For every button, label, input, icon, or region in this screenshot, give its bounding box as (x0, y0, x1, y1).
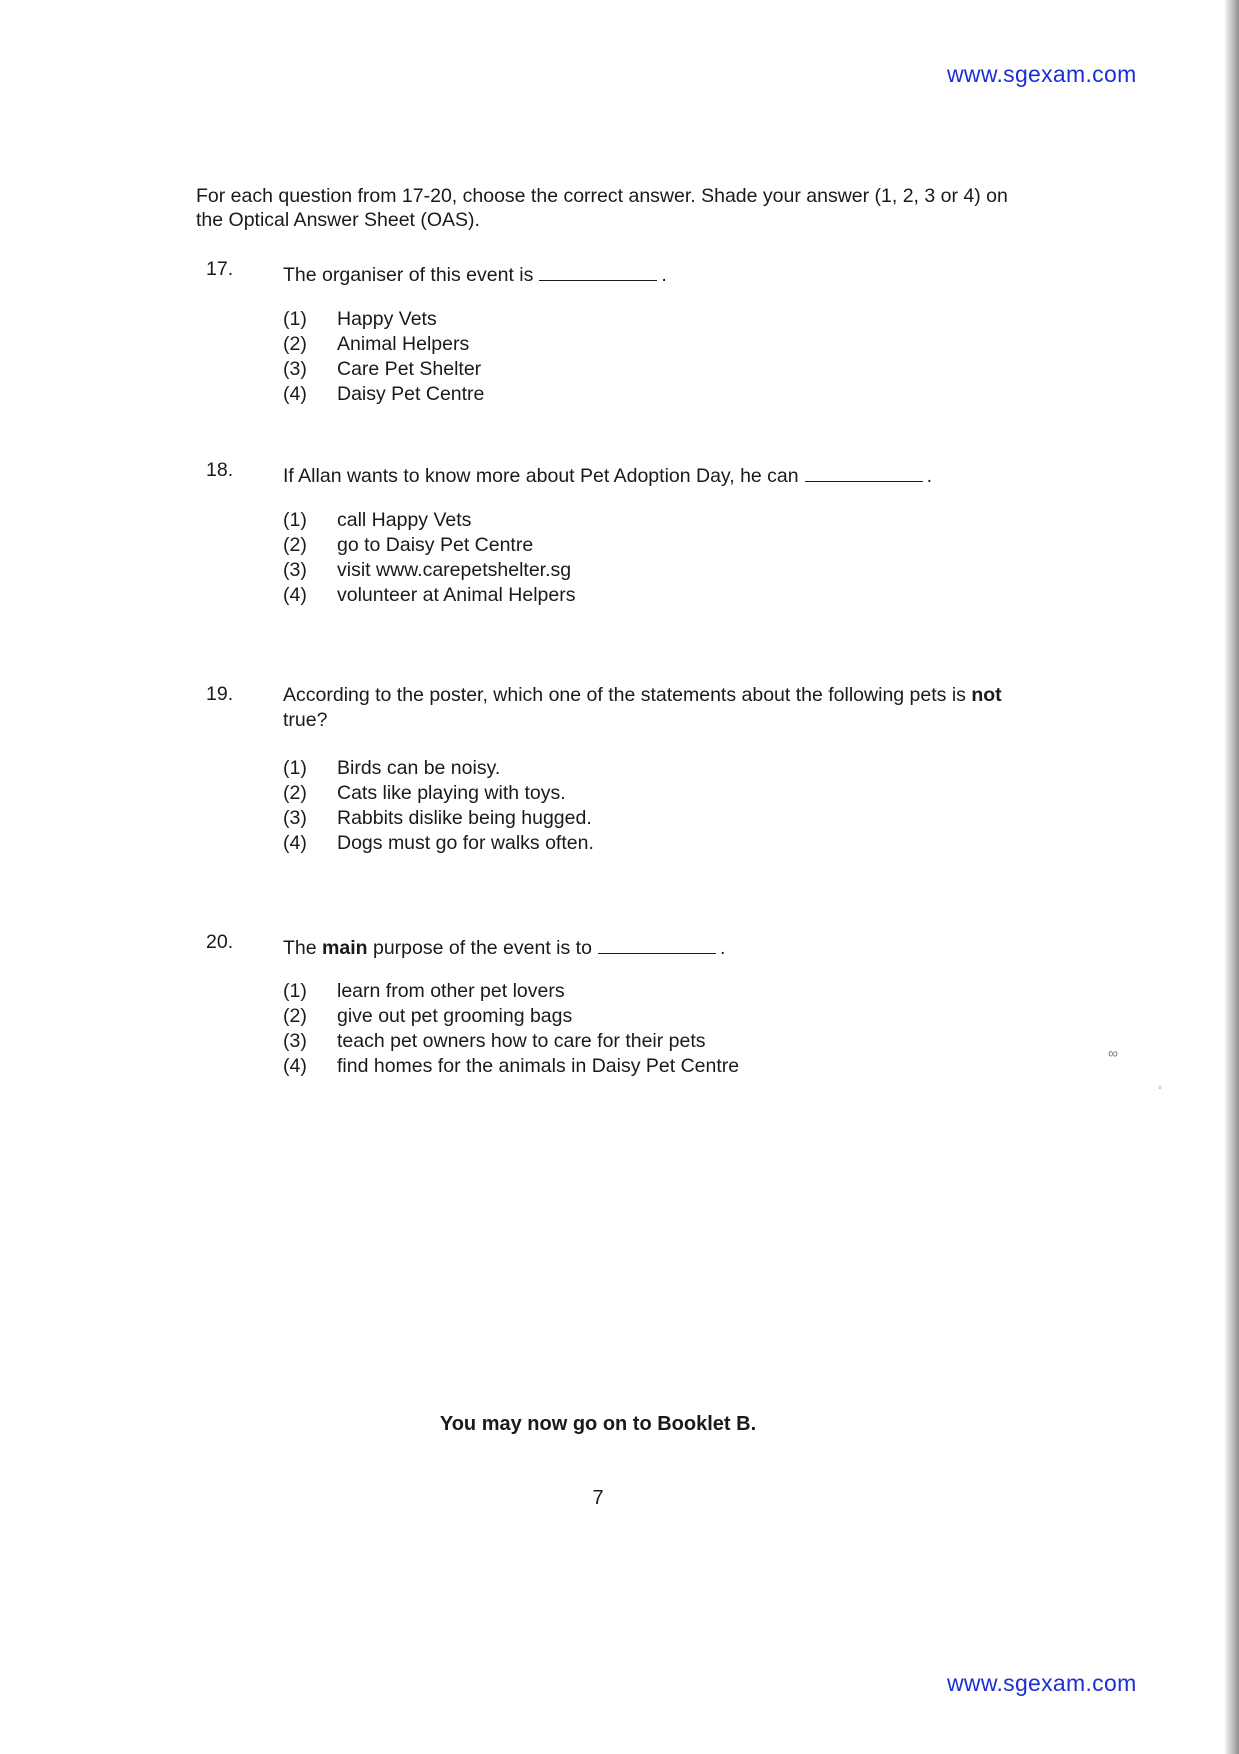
question-number: 19. (206, 683, 234, 705)
option-number: (4) (283, 832, 307, 854)
question-stem (283, 931, 1003, 961)
option-number: (2) (283, 534, 307, 556)
option-number: (2) (283, 782, 307, 804)
option-number: (3) (283, 1030, 307, 1052)
option-number: (2) (283, 333, 307, 355)
stem-end: . (926, 465, 933, 487)
option-number: (3) (283, 807, 307, 829)
stem-text-end: purpose of the event is to (372, 937, 592, 959)
question-stem (283, 459, 1003, 489)
stem-end: . (719, 937, 726, 959)
option-text: find homes for the animals in Daisy Pet Centre (337, 1055, 740, 1077)
option-text: learn from other pet lovers (337, 980, 565, 1002)
stem-text: If Allan wants to know more about Pet Adoption Day, he can (283, 465, 799, 487)
option-text: Rabbits dislike being hugged. (337, 807, 592, 829)
booklet-b-note: You may now go on to Booklet B. (439, 1413, 757, 1435)
option-text: Daisy Pet Centre (337, 383, 485, 405)
answer-blank (598, 931, 716, 954)
stem-text: The organiser of this event is (283, 264, 534, 286)
option-number: (3) (283, 559, 307, 581)
option-number: (1) (283, 757, 307, 779)
option-number: (4) (283, 1055, 307, 1077)
stem-text-end: true? (283, 709, 328, 731)
question-number: 20. (206, 931, 234, 953)
header-website-link[interactable]: www.sgexam.com (947, 61, 1137, 87)
scan-mark-icon: ∞ (1108, 1045, 1118, 1061)
stem-text: According to the poster, which one of the statements about the following pets is (283, 684, 966, 706)
question-stem (283, 258, 1003, 288)
answer-blank (539, 258, 657, 281)
page-number: 7 (592, 1487, 604, 1509)
instructions-text: For each question from 17-20, choose the correct answer. Shade your answer (1, 2, 3 or 4) on the Optical Answer Sheet (OAS). (196, 185, 1008, 231)
scanned-page-edge (1225, 0, 1239, 1754)
answer-blank (805, 459, 923, 482)
option-number: (2) (283, 1005, 307, 1027)
option-number: (1) (283, 509, 307, 531)
option-text: Cats like playing with toys. (337, 782, 566, 804)
option-text: visit www.carepetshelter.sg (337, 559, 572, 581)
question-number: 18. (206, 459, 234, 481)
option-number: (4) (283, 584, 307, 606)
stem-text: The (283, 937, 317, 959)
option-text: volunteer at Animal Helpers (337, 584, 576, 606)
option-text: give out pet grooming bags (337, 1005, 573, 1027)
option-text: Birds can be noisy. (337, 757, 501, 779)
option-text: call Happy Vets (337, 509, 472, 531)
option-number: (1) (283, 980, 307, 1002)
option-text: teach pet owners how to care for their pets (337, 1030, 706, 1052)
option-text: go to Daisy Pet Centre (337, 534, 534, 556)
stem-end: . (661, 264, 667, 286)
stem-emphasis: main (322, 937, 368, 959)
option-text: Dogs must go for walks often. (337, 832, 594, 854)
option-number: (1) (283, 308, 307, 330)
stem-emphasis: not (971, 684, 1002, 706)
option-number: (3) (283, 358, 307, 380)
footer-website-link[interactable]: www.sgexam.com (947, 1670, 1137, 1696)
question-number: 17. (206, 258, 234, 280)
scan-speck-icon: ◦ (1158, 1082, 1162, 1094)
option-text: Care Pet Shelter (337, 358, 482, 380)
option-number: (4) (283, 383, 307, 405)
option-text: Happy Vets (337, 308, 437, 330)
option-text: Animal Helpers (337, 333, 470, 355)
question-stem (283, 683, 1003, 733)
